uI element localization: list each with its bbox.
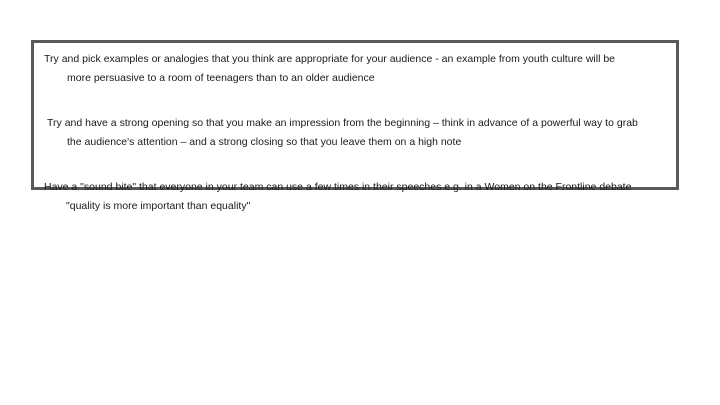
tip-line: the audience's attention – and a strong closing so that you leave them on a high note: [67, 136, 462, 148]
tip-line: more persuasive to a room of teenagers than to an older audience: [67, 72, 375, 84]
tip-line: Have a "sound bite" that everyone in your team can use a few times in their speeches e.g. in a Women on the Frontline debate: [44, 181, 632, 193]
tip-line: "quality is more important than equality": [66, 200, 251, 212]
tip-line: Try and pick examples or analogies that you think are appropriate for your audience - an example from youth culture will be: [44, 53, 615, 65]
tip-line: Try and have a strong opening so that you make an impression from the beginning – think in advance of a powerful way to grab: [47, 117, 638, 129]
